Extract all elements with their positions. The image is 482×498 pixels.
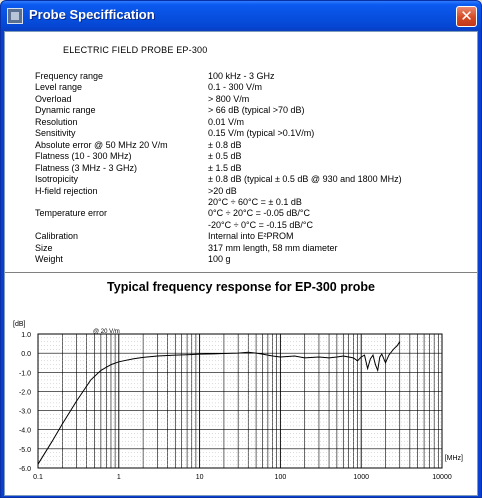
spec-heading: ELECTRIC FIELD PROBE EP-300	[63, 45, 208, 55]
spec-label: H-field rejection	[35, 185, 98, 196]
x-axis-label: [MHz]	[444, 455, 463, 462]
chart-annotation: @ 20 V/m	[93, 329, 120, 335]
spec-value: 0.15 V/m (typical >0.1V/m)	[208, 128, 315, 139]
y-tick-label: -6.0	[18, 466, 31, 473]
spec-label: Temperature error	[35, 208, 108, 219]
spec-label: Isotropicity	[35, 174, 79, 185]
spec-label: Size	[35, 242, 53, 253]
spec-value: ± 0.8 dB (typical ± 0.5 dB @ 930 and 1800 MHz)	[208, 174, 402, 185]
x-tick-label: 10000	[432, 474, 452, 481]
window-title: Probe Speciffication	[29, 7, 155, 22]
spec-label: Resolution	[35, 116, 78, 127]
frequency-response-chart	[5, 278, 477, 494]
spec-value: 100 g	[208, 254, 231, 265]
spec-value: 317 mm length, 58 mm diameter	[208, 242, 338, 253]
spec-value: -20°C ÷ 0°C = -0.15 dB/°C	[208, 219, 314, 230]
spec-label: Frequency range	[35, 71, 104, 81]
spec-value: ± 1.5 dB	[208, 162, 242, 173]
x-tick-label: 0.1	[33, 474, 43, 481]
y-tick-label: 0.0	[21, 351, 31, 359]
spec-label: Flatness (10 - 300 MHz)	[35, 151, 132, 162]
spec-value: 0°C ÷ 20°C = -0.05 dB/°C	[208, 208, 311, 219]
x-tick-label: 100	[274, 474, 287, 481]
spec-value: > 800 V/m	[208, 93, 250, 104]
spec-value: Internal into E²PROM	[208, 231, 294, 242]
x-tick-label: 1	[116, 474, 121, 481]
spec-label: Flatness (3 MHz - 3 GHz)	[35, 162, 138, 173]
divider	[5, 272, 477, 274]
spec-label: Level range	[35, 82, 83, 93]
close-button[interactable]: ✕	[456, 6, 477, 27]
dialog-content	[4, 31, 478, 496]
spec-label: Absolute error @ 50 MHz 20 V/m	[35, 139, 168, 150]
spec-value: 0.01 V/m	[208, 116, 245, 127]
spec-value: >20 dB	[208, 185, 237, 196]
spec-value: 20°C ÷ 60°C = ± 0.1 dB	[208, 196, 302, 207]
x-tick-label: 10	[195, 474, 204, 481]
spec-label: Weight	[35, 254, 63, 265]
spec-value: 100 kHz - 3 GHz	[208, 71, 275, 81]
y-tick-label: 1.0	[21, 332, 31, 339]
spec-label: Sensitivity	[35, 128, 76, 139]
y-tick-label: -2.0	[18, 389, 31, 397]
spec-label: Overload	[35, 93, 72, 104]
spec-value: 0.1 - 300 V/m	[208, 82, 263, 93]
chart-title: Typical frequency response for EP-300 probe	[107, 280, 375, 294]
spec-value: ± 0.8 dB	[208, 139, 242, 150]
y-tick-label: -5.0	[18, 446, 31, 454]
x-tick-label: 1000	[353, 474, 369, 481]
app-icon	[7, 8, 23, 24]
y-tick-label: -3.0	[18, 408, 31, 416]
spec-value: > 66 dB (typical >70 dB)	[208, 105, 305, 116]
spec-label: Calibration	[35, 231, 79, 242]
spec-value: ± 0.5 dB	[208, 151, 242, 162]
spec-label: Dynamic range	[35, 105, 96, 116]
y-tick-label: -4.0	[18, 427, 31, 435]
y-tick-label: -1.0	[18, 370, 31, 378]
title-bar[interactable]	[1, 1, 481, 31]
y-axis-label: [dB]	[13, 321, 26, 328]
